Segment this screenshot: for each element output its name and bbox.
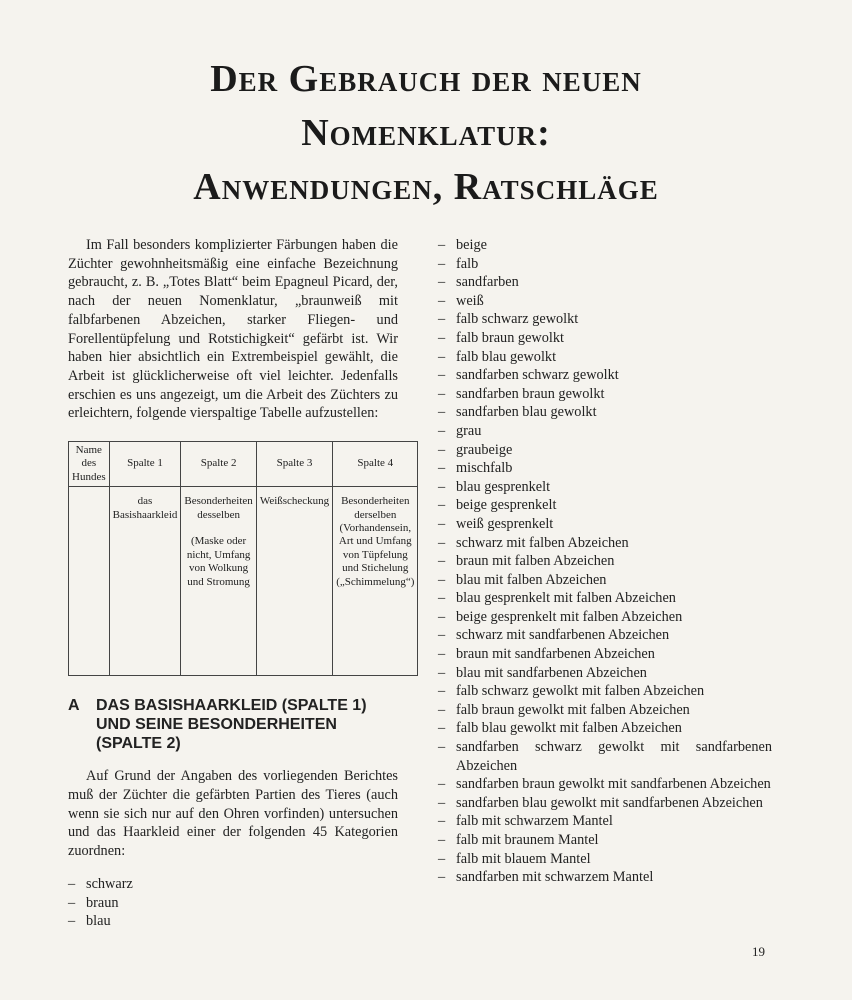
section-letter: A	[68, 697, 80, 715]
page-number: 19	[752, 944, 765, 959]
list-item: – beige gesprenkelt mit falben Abzeichen	[438, 608, 772, 627]
list-item: – sandfarben braun gewolkt	[438, 385, 772, 404]
list-item: – blau gesprenkelt	[438, 478, 772, 497]
title-line-2: Nomenklatur:	[301, 112, 551, 154]
color-table	[68, 441, 418, 676]
table-header-spalte-2: Spalte 2	[181, 442, 256, 487]
list-item: – sandfarben blau gewolkt	[438, 403, 772, 422]
table-cell-spalte-1: das Basishaarkleid	[109, 487, 181, 676]
list-item: – blau gesprenkelt mit falben Abzeichen	[438, 589, 772, 608]
section-heading	[68, 696, 398, 753]
section-paragraph: Auf Grund der Angaben des vorliegenden Berichtes muß der Züchter die gefärbten Partien des Tieres (auch wenn sie sich nur auf den Ohren vorfinden) untersuchen und das Haarkleid einer der folgenden 45 Kategorien zuordnen:	[68, 768, 398, 860]
page-title	[0, 52, 852, 214]
list-item: – weiß	[438, 292, 772, 311]
table-cell-spalte-4: Besonderheiten derselben (Vorhandensein, Art und Umfang von Tüpfelung und Stichelung („Schimmelung“)	[333, 487, 418, 676]
intro-paragraph: Im Fall besonders komplizierter Färbungen haben die Züchter gewohnheitsmäßig eine einfache Bezeichnung gebraucht, z. B. „Totes Blatt“ beim Epagneul Picard, der, nach der neuen Nomenklatur, „braunweiß mit falbfarbenen Abzeichen, starker Fliegen- und Forellentüpfelung und Rotstichigkeit“ gefärbt ist. Wir haben hier absichtlich ein Extrembeispiel gewählt, die Arbeit ist glücklicherweise oft viel leichter. Jedenfalls erschien es uns angezeigt, um die Arbeit des Züchters zu erleichtern, folgende vierspaltige Tabelle aufzustellen:	[68, 237, 398, 422]
table-header-spalte-4: Spalte 4	[333, 442, 418, 487]
list-item: – braun mit sandfarbenen Abzeichen	[438, 645, 772, 664]
section-heading-text: DAS BASISHAARKLEID (SPALTE 1) UND SEINE BESONDERHEITEN (SPALTE 2)	[96, 697, 367, 753]
list-item: – falb schwarz gewolkt	[438, 310, 772, 329]
list-item: – schwarz	[68, 875, 398, 894]
table-header-name: Name des Hundes	[69, 442, 110, 487]
right-column	[438, 236, 772, 887]
list-item: – sandfarben schwarz gewolkt mit sandfarbenen Abzeichen	[438, 738, 772, 775]
list-item: – weiß gesprenkelt	[438, 515, 772, 534]
list-item: – beige	[438, 236, 772, 255]
list-item: – sandfarben	[438, 273, 772, 292]
list-item: – beige gesprenkelt	[438, 496, 772, 515]
list-item: – braun	[68, 894, 398, 913]
table-cell-name	[69, 487, 110, 676]
table-row	[69, 487, 418, 676]
list-item: – graubeige	[438, 441, 772, 460]
left-column	[68, 236, 415, 931]
list-item: – sandfarben blau gewolkt mit sandfarbenen Abzeichen	[438, 794, 772, 813]
table-cell-spalte-2: Besonderheiten desselben (Maske oder nicht, Umfang von Wolkung und Stromung	[181, 487, 256, 676]
table-header-row	[69, 442, 418, 487]
list-item: – falb mit braunem Mantel	[438, 831, 772, 850]
list-item: – falb mit blauem Mantel	[438, 850, 772, 869]
list-item: – falb	[438, 255, 772, 274]
list-item: – sandfarben schwarz gewolkt	[438, 366, 772, 385]
list-item: – mischfalb	[438, 459, 772, 478]
list-item: – falb braun gewolkt mit falben Abzeichen	[438, 701, 772, 720]
list-item: – falb blau gewolkt	[438, 348, 772, 367]
list-item: – falb schwarz gewolkt mit falben Abzeichen	[438, 682, 772, 701]
list-item: – blau mit falben Abzeichen	[438, 571, 772, 590]
right-color-list	[438, 236, 772, 887]
list-item: – blau	[68, 912, 398, 931]
table-header-spalte-3: Spalte 3	[256, 442, 332, 487]
list-item: – falb blau gewolkt mit falben Abzeichen	[438, 719, 772, 738]
left-color-list	[68, 875, 398, 931]
list-item: – grau	[438, 422, 772, 441]
title-line-1: Der Gebrauch der neuen	[210, 58, 642, 100]
table-cell-spalte-3: Weißscheckung	[256, 487, 332, 676]
list-item: – sandfarben mit schwarzem Mantel	[438, 868, 772, 887]
list-item: – blau mit sandfarbenen Abzeichen	[438, 664, 772, 683]
list-item: – schwarz mit sandfarbenen Abzeichen	[438, 626, 772, 645]
list-item: – sandfarben braun gewolkt mit sandfarbenen Abzeichen	[438, 775, 772, 794]
list-item: – falb braun gewolkt	[438, 329, 772, 348]
list-item: – falb mit schwarzem Mantel	[438, 812, 772, 831]
list-item: – braun mit falben Abzeichen	[438, 552, 772, 571]
title-line-3: Anwendungen, Ratschläge	[193, 166, 659, 208]
list-item: – schwarz mit falben Abzeichen	[438, 534, 772, 553]
table-header-spalte-1: Spalte 1	[109, 442, 181, 487]
